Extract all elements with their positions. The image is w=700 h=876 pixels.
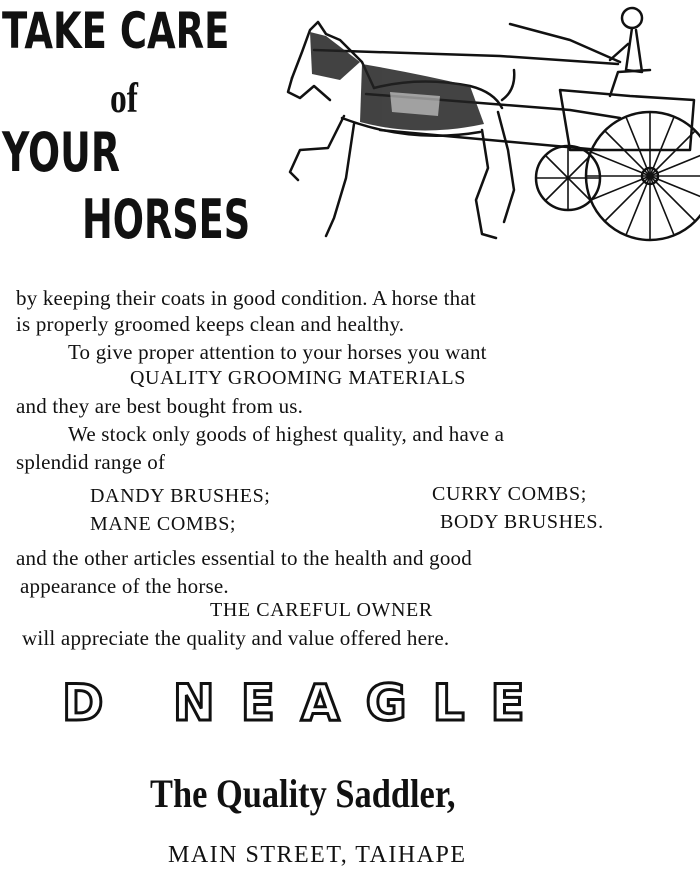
item-body-brushes: BODY BRUSHES. [440,511,604,533]
headline-take-care: TAKE CARE [2,2,230,60]
headline-horses: HORSES [82,188,251,251]
item-dandy-brushes: DANDY BRUSHES; [90,485,271,507]
body-line-7: splendid range of [16,450,166,474]
body-line-9: appearance of the horse. [20,574,229,598]
the-careful-owner: THE CAREFUL OWNER [210,599,433,621]
advertiser-tagline: The Quality Saddler, [150,771,456,816]
body-line-6: We stock only goods of highest quality, and have a [68,422,505,446]
body-line-1: by keeping their coats in good condition. A horse that [16,286,476,310]
headline-your: YOUR [2,121,120,184]
body-line-8: and the other articles essential to the health and good [16,546,472,570]
item-curry-combs: CURRY COMBS; [432,483,587,505]
item-mane-combs: MANE COMBS; [90,513,237,535]
body-line-5: and they are best bought from us. [16,394,304,418]
body-line-2: is properly groomed keeps clean and healthy. [16,312,405,336]
advertiser-name: D NEAGLE [62,674,551,732]
body-line-11: will appreciate the quality and value offered here. [22,626,450,650]
quality-grooming-materials: QUALITY GROOMING MATERIALS [130,367,466,389]
advertiser-address: MAIN STREET, TAIHAPE [168,842,467,868]
horse-and-cart-illustration [270,0,700,255]
headline-of: of [110,76,138,122]
body-line-3: To give proper attention to your horses you want [68,340,487,364]
